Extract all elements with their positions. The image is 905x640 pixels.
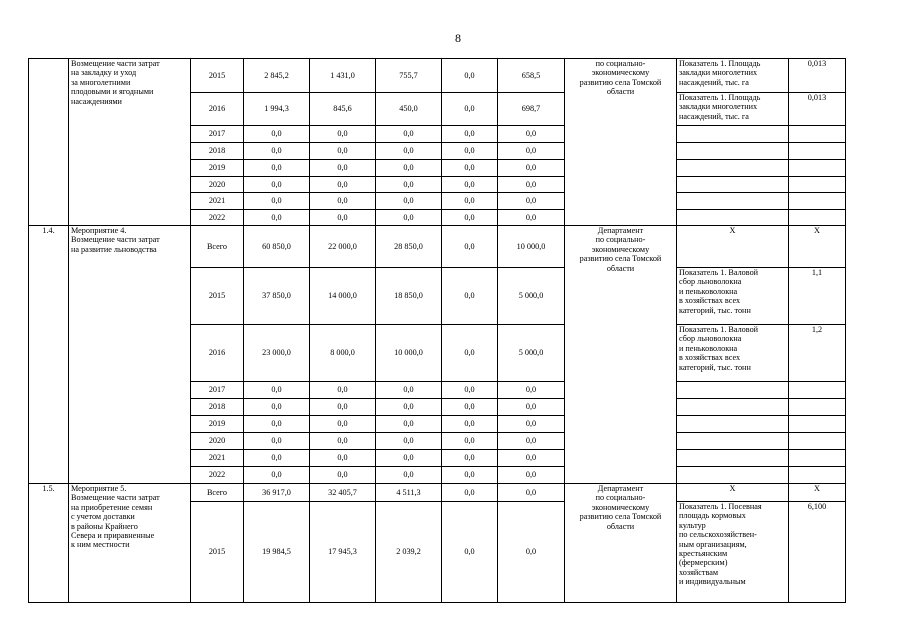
cell-line: экономическому [591,502,650,512]
cell-c1: 32 405,7 [310,484,376,502]
cell-year: 2015 [191,59,244,93]
executor-cell [565,226,677,484]
cell-total: 0,0 [244,210,310,226]
cell-line: экономическому [591,244,650,254]
cell-total: 0,0 [244,160,310,177]
cell-line: категорий, тыс. тонн [679,362,751,372]
cell-total: 19 984,5 [244,502,310,603]
indicator-value: 0,013 [789,93,846,126]
cell-c4: 0,0 [498,210,565,226]
cell-line: и индивидуальным [679,577,746,587]
cell-total: 36 917,0 [244,484,310,502]
cell-line: на развитие льноводства [71,244,157,254]
num-cell: 1.4. [29,226,69,484]
cell-c1: 0,0 [310,467,376,484]
cell-c3: 0,0 [442,433,498,450]
cell-year: 2020 [191,433,244,450]
indicator-value [789,416,846,433]
cell-c1: 0,0 [310,399,376,416]
cell-c4: 658,5 [498,59,565,93]
cell-c2: 0,0 [376,433,442,450]
indicator-value [789,210,846,226]
cell-line: (фермерским) [679,558,728,568]
cell-c3: 0,0 [442,467,498,484]
cell-total: 0,0 [244,416,310,433]
cell-year: 2015 [191,502,244,603]
cell-c2: 450,0 [376,93,442,126]
cell-c1: 0,0 [310,416,376,433]
indicator-cell [677,93,789,126]
cell-c3: 0,0 [442,193,498,210]
cell-c1: 0,0 [310,382,376,399]
cell-c1: 0,0 [310,143,376,160]
cell-c1: 0,0 [310,433,376,450]
cell-line: Показатель 1. Посевная [679,502,762,511]
cell-line: развитию села Томской [579,77,662,87]
cell-total: 0,0 [244,193,310,210]
cell-c2: 0,0 [376,399,442,416]
cell-c1: 845,6 [310,93,376,126]
cell-year: 2021 [191,450,244,467]
cell-year: 2016 [191,325,244,382]
table-row [29,226,846,268]
cell-c3: 0,0 [442,160,498,177]
cell-line: Мероприятие 5. [71,484,127,493]
cell-line: Показатель 1. Площадь [679,59,761,68]
cell-line: области [606,521,635,531]
cell-c2: 2 039,2 [376,502,442,603]
cell-line: Возмещение части затрат [71,493,160,503]
cell-c1: 14 000,0 [310,268,376,325]
cell-c2: 0,0 [376,177,442,193]
cell-year: 2020 [191,177,244,193]
cell-c3: 0,0 [442,450,498,467]
cell-c3: 0,0 [442,93,498,126]
cell-year: 2018 [191,143,244,160]
cell-c4: 10 000,0 [498,226,565,268]
indicator-cell [677,160,789,177]
cell-line: развитию села Томской [579,254,662,264]
cell-c3: 0,0 [442,325,498,382]
cell-total: 60 850,0 [244,226,310,268]
executor-cell [565,59,677,226]
cell-c2: 0,0 [376,193,442,210]
cell-c4: 0,0 [498,416,565,433]
indicator-cell [677,399,789,416]
cell-line: Мероприятие 4. [71,226,127,235]
cell-total: 0,0 [244,177,310,193]
cell-c3: 0,0 [442,502,498,603]
cell-line: на закладку и уход [71,68,137,78]
cell-c4: 0,0 [498,160,565,177]
indicator-cell [677,502,789,603]
cell-c3: 0,0 [442,416,498,433]
cell-year: 2016 [191,93,244,126]
cell-year: 2019 [191,416,244,433]
cell-c4: 5 000,0 [498,325,565,382]
cell-c4: 5 000,0 [498,268,565,325]
cell-c2: 28 850,0 [376,226,442,268]
cell-line: Показатель 1. Валовой [679,268,759,277]
cell-c3: 0,0 [442,143,498,160]
cell-c1: 17 945,3 [310,502,376,603]
cell-line: и пеньковолокна [679,343,738,353]
cell-year: 2018 [191,399,244,416]
indicator-cell [677,193,789,210]
cell-c4: 0,0 [498,382,565,399]
cell-line: закладки многолетних [679,68,758,78]
cell-year: 2022 [191,467,244,484]
cell-line: Департамент [597,484,644,493]
cell-c2: 0,0 [376,160,442,177]
indicator-value: 1,1 [789,268,846,325]
cell-c3: 0,0 [442,59,498,93]
measure-title [69,484,191,603]
cell-line: в хозяйствах всех [679,353,741,363]
cell-line: насаждениями [71,96,122,106]
cell-line: области [606,263,635,273]
indicator-value [789,160,846,177]
cell-c4: 0,0 [498,126,565,143]
indicator-value [789,382,846,399]
cell-c3: 0,0 [442,382,498,399]
cell-line: на приобретение семян [71,502,153,512]
cell-line: крестьянским [679,549,728,559]
executor-cell [565,484,677,603]
indicator-value [789,450,846,467]
cell-c4: 0,0 [498,193,565,210]
cell-c1: 22 000,0 [310,226,376,268]
cell-c4: 0,0 [498,450,565,467]
cell-line: по сельскохозяйствен- [679,530,757,540]
cell-total: 2 845,2 [244,59,310,93]
indicator-cell [677,325,789,382]
cell-line: Департамент [597,226,644,235]
cell-line: площадь кормовых [679,511,746,521]
cell-year: 2021 [191,193,244,210]
cell-line: области [606,87,635,97]
cell-total: 0,0 [244,399,310,416]
cell-c2: 0,0 [376,467,442,484]
cell-line: и пеньковолокна [679,286,738,296]
cell-line: Показатель 1. Валовой [679,325,759,334]
indicator-value [789,143,846,160]
cell-c4: 0,0 [498,143,565,160]
cell-c4: 0,0 [498,467,565,484]
cell-c1: 0,0 [310,193,376,210]
cell-c1: 0,0 [310,450,376,467]
cell-line: за многолетними [71,77,131,87]
cell-line: сбор льноволокна [679,334,742,344]
cell-total: 0,0 [244,450,310,467]
cell-c1: 8 000,0 [310,325,376,382]
indicator-x: X [677,484,789,502]
cell-total: 23 000,0 [244,325,310,382]
cell-c4: 0,0 [498,484,565,502]
indicator-value [789,126,846,143]
indicator-x: X [789,484,846,502]
cell-year: 2022 [191,210,244,226]
indicator-cell [677,433,789,450]
cell-line: по социально- [595,235,646,245]
cell-c2: 0,0 [376,126,442,143]
indicator-value [789,177,846,193]
cell-c2: 4 511,3 [376,484,442,502]
cell-line: в районы Крайнего [71,521,138,531]
cell-c4: 0,0 [498,433,565,450]
cell-c3: 0,0 [442,210,498,226]
cell-line: развитию села Томской [579,512,662,522]
cell-c1: 1 431,0 [310,59,376,93]
cell-year: Всего [191,484,244,502]
cell-c3: 0,0 [442,177,498,193]
cell-year: Всего [191,226,244,268]
cell-c3: 0,0 [442,126,498,143]
cell-line: закладки многолетних [679,102,758,112]
indicator-value [789,399,846,416]
cell-line: сбор льноволокна [679,277,742,287]
cell-c3: 0,0 [442,399,498,416]
measure-title [69,226,191,484]
cell-c3: 0,0 [442,268,498,325]
indicator-x: X [677,226,789,268]
cell-c2: 0,0 [376,143,442,160]
indicator-value: 0,013 [789,59,846,93]
indicator-cell [677,210,789,226]
cell-c4: 698,7 [498,93,565,126]
indicator-x: X [789,226,846,268]
cell-line: по социально- [595,59,646,68]
cell-line: с учетом доставки [71,512,135,522]
cell-c3: 0,0 [442,226,498,268]
cell-line: Возмещение части затрат [71,235,160,245]
page-number: 8 [455,31,461,45]
cell-year: 2017 [191,126,244,143]
cell-c1: 0,0 [310,160,376,177]
indicator-cell [677,416,789,433]
cell-c2: 755,7 [376,59,442,93]
indicator-cell [677,59,789,93]
indicator-cell [677,143,789,160]
cell-total: 0,0 [244,143,310,160]
cell-c4: 0,0 [498,399,565,416]
indicator-value [789,433,846,450]
table-row [29,484,846,502]
indicator-cell [677,467,789,484]
cell-total: 0,0 [244,433,310,450]
indicator-cell [677,126,789,143]
cell-line: Севера и приравненные [71,531,155,541]
cell-line: ным организациям, [679,539,747,549]
cell-year: 2015 [191,268,244,325]
cell-total: 1 994,3 [244,93,310,126]
indicator-cell [677,268,789,325]
indicator-cell [677,450,789,467]
indicator-value: 6,100 [789,502,846,603]
cell-c1: 0,0 [310,177,376,193]
cell-line: категорий, тыс. тонн [679,305,751,315]
cell-total: 0,0 [244,467,310,484]
indicator-value [789,193,846,210]
cell-line: Показатель 1. Площадь [679,93,761,102]
cell-c2: 10 000,0 [376,325,442,382]
table-row [29,59,846,93]
cell-c1: 0,0 [310,210,376,226]
cell-line: Возмещение части затрат [71,59,160,68]
cell-c2: 18 850,0 [376,268,442,325]
cell-line: к ним местности [71,540,130,550]
cell-line: насаждений, тыс. га [679,77,749,87]
cell-line: в хозяйствах всех [679,296,741,306]
indicator-cell [677,382,789,399]
indicator-cell [677,177,789,193]
cell-c2: 0,0 [376,450,442,467]
num-cell [29,59,69,226]
cell-c3: 0,0 [442,484,498,502]
indicator-value [789,467,846,484]
cell-c2: 0,0 [376,416,442,433]
cell-c2: 0,0 [376,382,442,399]
cell-total: 0,0 [244,126,310,143]
cell-c1: 0,0 [310,126,376,143]
cell-line: хозяйствам [679,567,719,577]
cell-line: плодовыми и ягодными [71,87,154,97]
cell-line: культур [679,520,706,530]
cell-line: по социально- [595,493,646,503]
indicator-value: 1,2 [789,325,846,382]
cell-c4: 0,0 [498,502,565,603]
cell-total: 37 850,0 [244,268,310,325]
cell-c2: 0,0 [376,210,442,226]
cell-line: насаждений, тыс. га [679,111,749,121]
program-table [28,58,846,603]
cell-year: 2019 [191,160,244,177]
cell-total: 0,0 [244,382,310,399]
cell-c4: 0,0 [498,177,565,193]
cell-line: экономическому [591,68,650,78]
measure-title [69,59,191,226]
num-cell: 1.5. [29,484,69,603]
cell-year: 2017 [191,382,244,399]
